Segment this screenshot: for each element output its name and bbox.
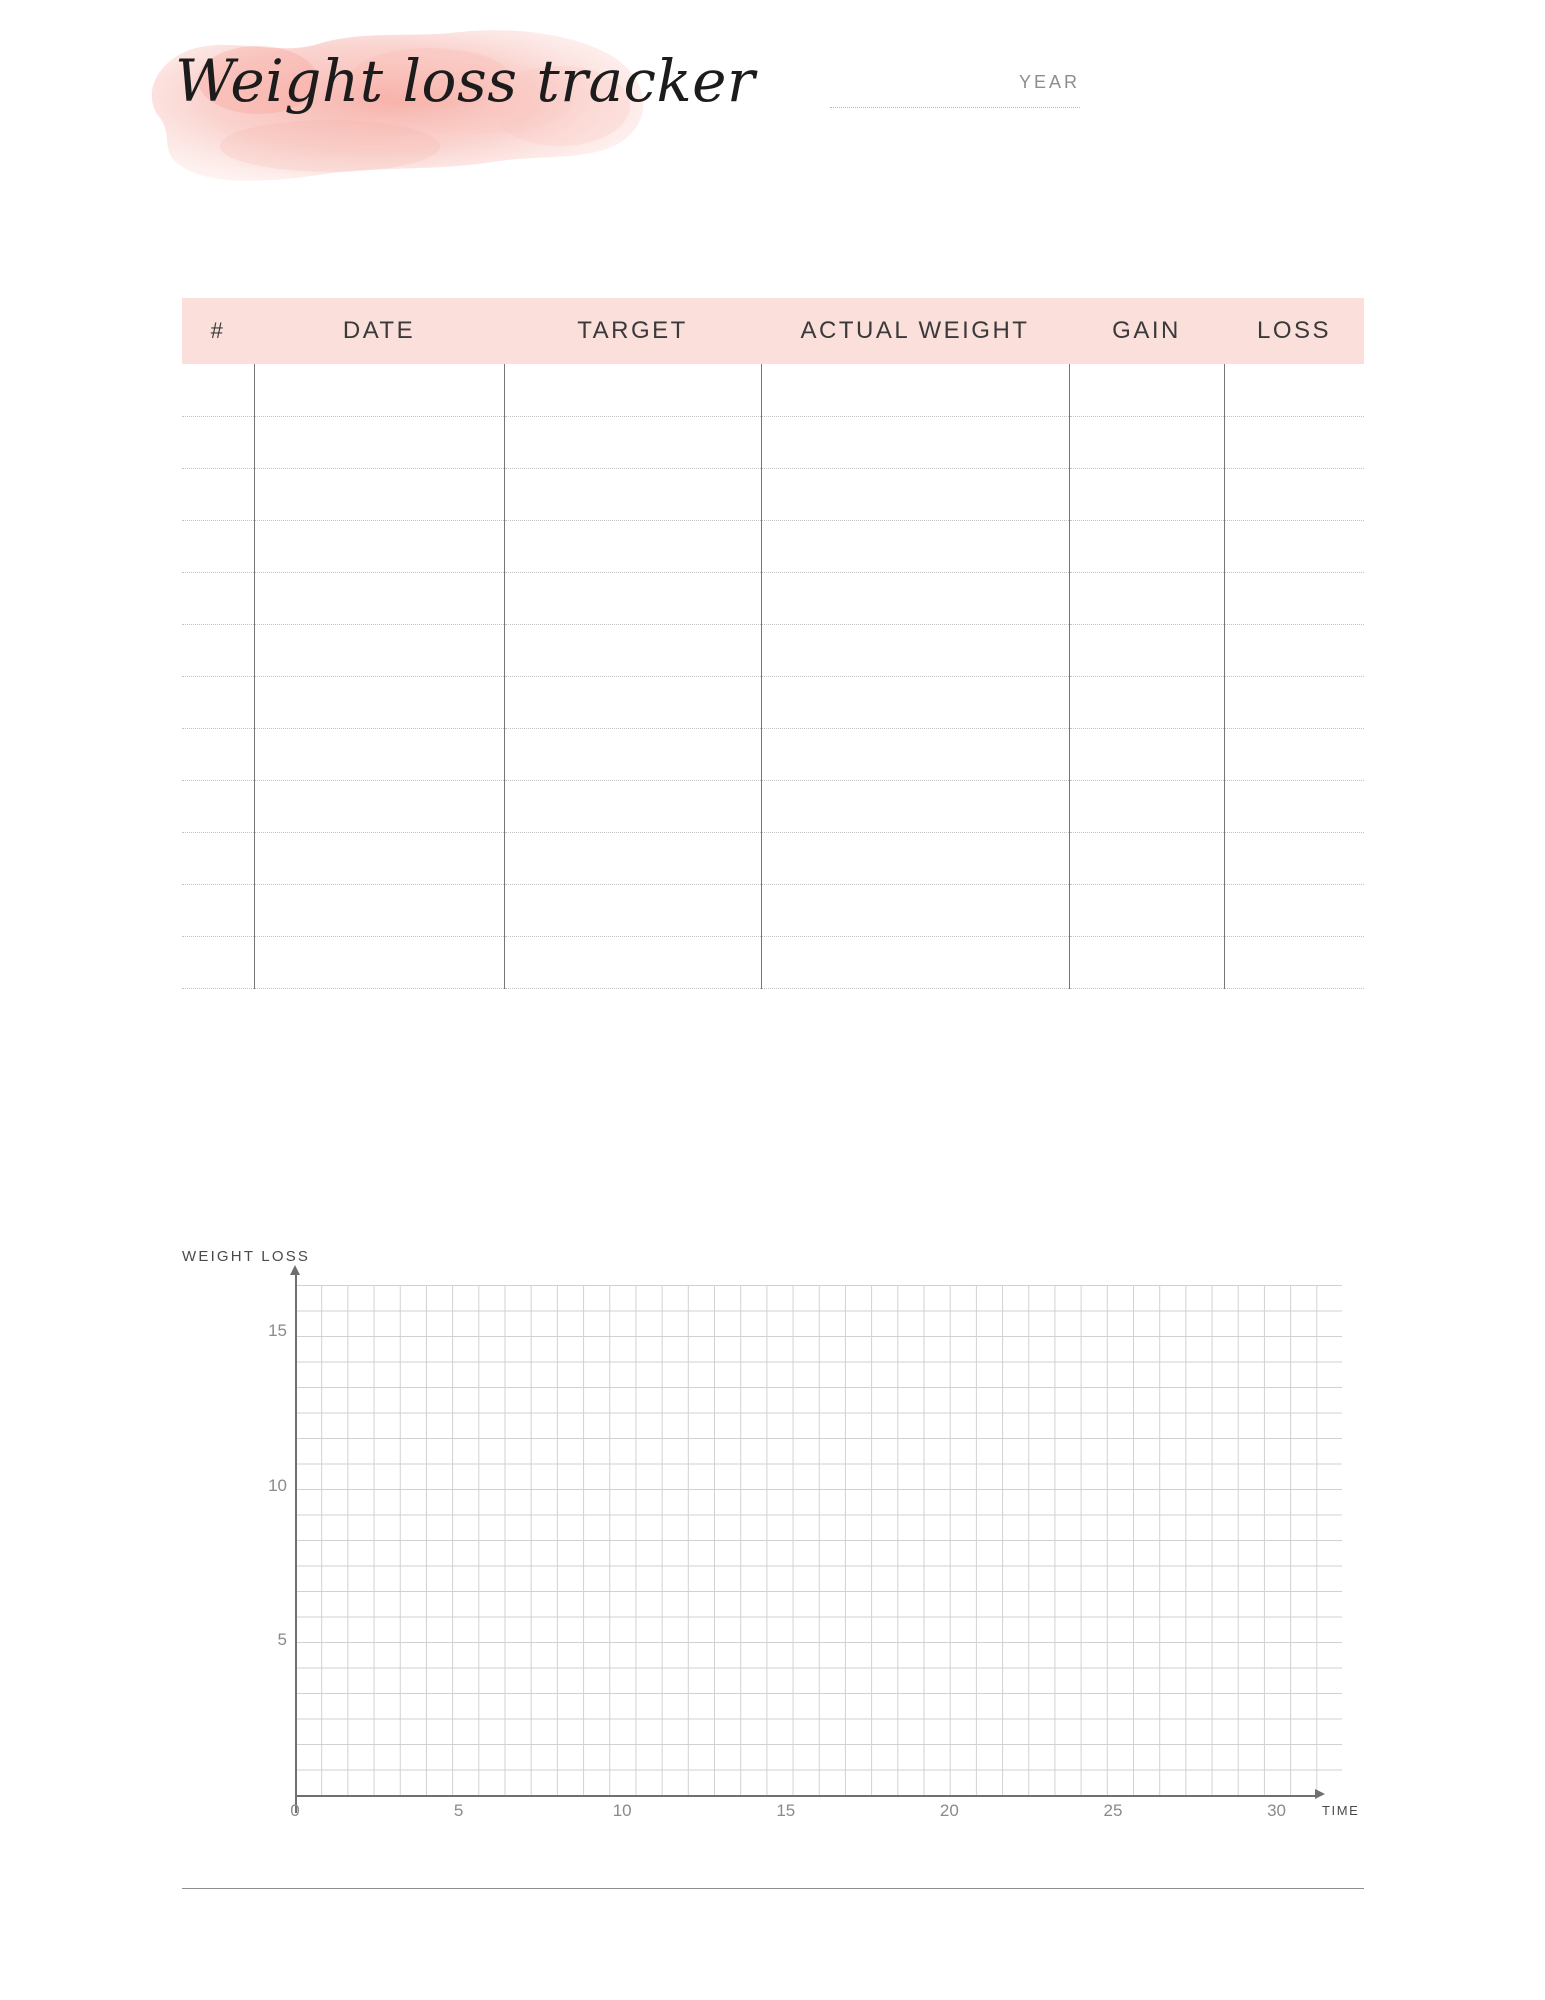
table-cell-target[interactable] bbox=[504, 416, 761, 468]
table-cell-actual[interactable] bbox=[761, 780, 1069, 832]
table-row[interactable] bbox=[182, 832, 1364, 884]
table-row[interactable] bbox=[182, 468, 1364, 520]
table-cell-date[interactable] bbox=[254, 572, 504, 624]
y-tick-label: 10 bbox=[268, 1475, 287, 1495]
column-header-loss: LOSS bbox=[1224, 298, 1364, 364]
table-cell-num[interactable] bbox=[182, 520, 254, 572]
table-cell-target[interactable] bbox=[504, 520, 761, 572]
table-cell-num[interactable] bbox=[182, 936, 254, 988]
table-cell-date[interactable] bbox=[254, 676, 504, 728]
table-cell-actual[interactable] bbox=[761, 468, 1069, 520]
table-cell-num[interactable] bbox=[182, 884, 254, 936]
table-cell-date[interactable] bbox=[254, 624, 504, 676]
table-cell-num[interactable] bbox=[182, 676, 254, 728]
table-cell-gain[interactable] bbox=[1069, 624, 1224, 676]
table-cell-target[interactable] bbox=[504, 832, 761, 884]
table-cell-num[interactable] bbox=[182, 364, 254, 416]
chart-grid bbox=[295, 1285, 1342, 1795]
table-cell-num[interactable] bbox=[182, 572, 254, 624]
table-row[interactable] bbox=[182, 572, 1364, 624]
table-row[interactable] bbox=[182, 728, 1364, 780]
table-row[interactable] bbox=[182, 936, 1364, 988]
table-cell-actual[interactable] bbox=[761, 572, 1069, 624]
table-cell-actual[interactable] bbox=[761, 728, 1069, 780]
table-cell-date[interactable] bbox=[254, 832, 504, 884]
x-tick-label: 20 bbox=[939, 1801, 959, 1820]
table-cell-num[interactable] bbox=[182, 780, 254, 832]
table-cell-target[interactable] bbox=[504, 572, 761, 624]
table-cell-loss[interactable] bbox=[1224, 468, 1364, 520]
y-axis-line bbox=[295, 1273, 297, 1813]
footer-divider bbox=[182, 1888, 1364, 1889]
table-cell-actual[interactable] bbox=[761, 624, 1069, 676]
table-cell-loss[interactable] bbox=[1224, 936, 1364, 988]
table-cell-date[interactable] bbox=[254, 936, 504, 988]
table-cell-loss[interactable] bbox=[1224, 416, 1364, 468]
table-cell-gain[interactable] bbox=[1069, 832, 1224, 884]
y-axis-arrow-icon bbox=[290, 1265, 300, 1275]
table-cell-actual[interactable] bbox=[761, 832, 1069, 884]
table-cell-num[interactable] bbox=[182, 728, 254, 780]
column-header-date: DATE bbox=[254, 298, 504, 364]
y-tick-label: 15 bbox=[268, 1321, 287, 1341]
table-cell-num[interactable] bbox=[182, 832, 254, 884]
x-tick-label: 30 bbox=[1267, 1801, 1287, 1820]
table-cell-gain[interactable] bbox=[1069, 728, 1224, 780]
table-cell-gain[interactable] bbox=[1069, 520, 1224, 572]
table-head bbox=[182, 298, 1364, 364]
chart-title: WEIGHT LOSS bbox=[182, 1248, 311, 1265]
y-tick-label: 5 bbox=[277, 1630, 287, 1650]
x-tick-label: 5 bbox=[453, 1801, 464, 1820]
table-cell-gain[interactable] bbox=[1069, 416, 1224, 468]
table-cell-loss[interactable] bbox=[1224, 520, 1364, 572]
table-row[interactable] bbox=[182, 884, 1364, 936]
chart-plot-area bbox=[237, 1273, 1360, 1833]
table-cell-date[interactable] bbox=[254, 520, 504, 572]
x-axis-arrow-icon bbox=[1315, 1789, 1325, 1799]
table-row[interactable] bbox=[182, 624, 1364, 676]
x-tick-label: 10 bbox=[612, 1801, 632, 1820]
year-label: YEAR bbox=[1018, 72, 1080, 92]
table-cell-num[interactable] bbox=[182, 416, 254, 468]
x-axis-label: TIME bbox=[1322, 1803, 1360, 1818]
table-cell-target[interactable] bbox=[504, 624, 761, 676]
table-cell-date[interactable] bbox=[254, 728, 504, 780]
x-axis-line bbox=[295, 1795, 1317, 1797]
weight-loss-chart-section bbox=[182, 1248, 1382, 1833]
x-tick-label: 0 bbox=[290, 1801, 300, 1820]
table-cell-target[interactable] bbox=[504, 364, 761, 416]
year-write-line bbox=[830, 107, 1080, 108]
table-cell-target[interactable] bbox=[504, 468, 761, 520]
table-cell-loss[interactable] bbox=[1224, 572, 1364, 624]
table-cell-loss[interactable] bbox=[1224, 624, 1364, 676]
table-cell-gain[interactable] bbox=[1069, 780, 1224, 832]
table-cell-gain[interactable] bbox=[1069, 468, 1224, 520]
table-cell-gain[interactable] bbox=[1069, 936, 1224, 988]
table-cell-date[interactable] bbox=[254, 780, 504, 832]
column-header-gain: GAIN bbox=[1069, 298, 1224, 364]
table-cell-gain[interactable] bbox=[1069, 676, 1224, 728]
table-cell-actual[interactable] bbox=[761, 936, 1069, 988]
table-cell-gain[interactable] bbox=[1069, 884, 1224, 936]
page-header bbox=[0, 0, 1545, 215]
table-cell-target[interactable] bbox=[504, 884, 761, 936]
table-cell-actual[interactable] bbox=[761, 364, 1069, 416]
table-header-row bbox=[182, 298, 1364, 364]
table-row[interactable] bbox=[182, 364, 1364, 416]
table-cell-target[interactable] bbox=[504, 676, 761, 728]
table-row[interactable] bbox=[182, 416, 1364, 468]
column-header-actual-weight: ACTUAL WEIGHT bbox=[761, 298, 1069, 364]
table-cell-actual[interactable] bbox=[761, 884, 1069, 936]
table-cell-actual[interactable] bbox=[761, 676, 1069, 728]
table-body bbox=[182, 364, 1364, 988]
table-row[interactable] bbox=[182, 676, 1364, 728]
table-cell-loss[interactable] bbox=[1224, 728, 1364, 780]
table-cell-target[interactable] bbox=[504, 936, 761, 988]
table-cell-date[interactable] bbox=[254, 468, 504, 520]
table-cell-target[interactable] bbox=[504, 780, 761, 832]
table-cell-loss[interactable] bbox=[1224, 676, 1364, 728]
table-cell-actual[interactable] bbox=[761, 416, 1069, 468]
table-cell-date[interactable] bbox=[254, 884, 504, 936]
table-cell-loss[interactable] bbox=[1224, 884, 1364, 936]
table-cell-actual[interactable] bbox=[761, 520, 1069, 572]
table-cell-loss[interactable] bbox=[1224, 780, 1364, 832]
y-axis-ticks bbox=[237, 1273, 287, 1813]
column-header-number: # bbox=[182, 298, 254, 364]
table-cell-date[interactable] bbox=[254, 364, 504, 416]
table-cell-gain[interactable] bbox=[1069, 364, 1224, 416]
tracker-table-wrapper bbox=[182, 298, 1364, 989]
table-cell-num[interactable] bbox=[182, 624, 254, 676]
weight-loss-table bbox=[182, 298, 1364, 989]
table-cell-gain[interactable] bbox=[1069, 572, 1224, 624]
table-cell-date[interactable] bbox=[254, 416, 504, 468]
table-cell-num[interactable] bbox=[182, 468, 254, 520]
table-cell-loss[interactable] bbox=[1224, 832, 1364, 884]
table-cell-target[interactable] bbox=[504, 728, 761, 780]
year-field[interactable] bbox=[880, 72, 1080, 97]
x-axis-ticks bbox=[237, 1801, 1342, 1831]
page-title: Weight loss tracker bbox=[175, 47, 756, 115]
table-row[interactable] bbox=[182, 520, 1364, 572]
x-tick-label: 15 bbox=[776, 1801, 796, 1820]
table-row[interactable] bbox=[182, 780, 1364, 832]
x-tick-label: 25 bbox=[1103, 1801, 1123, 1820]
table-cell-loss[interactable] bbox=[1224, 364, 1364, 416]
column-header-target: TARGET bbox=[504, 298, 761, 364]
